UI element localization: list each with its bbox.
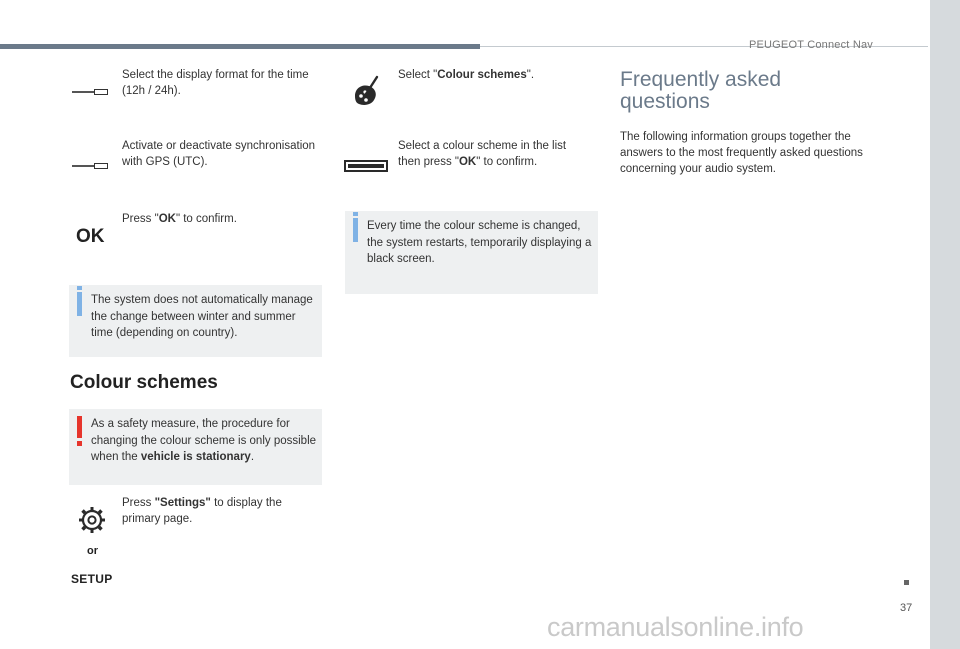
slider-handle-icon: [94, 163, 108, 169]
time-format-text: Select the display format for the time (12h / 24h).: [122, 69, 309, 97]
header-title: PEUGEOT Connect Nav: [748, 39, 873, 51]
info-note: [69, 285, 322, 357]
info-note-text: Every time the colour scheme is changed, the system restarts, temporarily displaying a black screen.: [367, 220, 592, 265]
palette-brush-icon: [352, 74, 384, 108]
settings-gear-icon: [78, 506, 106, 534]
info-icon: [77, 292, 82, 316]
section-title: Colour schemes: [70, 372, 218, 393]
list-select-icon: [344, 160, 388, 172]
slider-line-icon: [72, 91, 94, 93]
page-number: 37: [900, 602, 913, 614]
watermark: carmanualsonline.info: [547, 612, 804, 642]
ok-button-icon: OK: [76, 226, 105, 247]
faq-text: The following information groups together the answers to the most frequently asked questions concerning your audio system.: [620, 131, 863, 175]
warning-icon: [77, 416, 82, 438]
settings-step-text: Press "Settings" to display the primary page.: [122, 497, 282, 525]
or-label: or: [87, 545, 98, 557]
info-note-text: The system does not automatically manage the change between winter and summer time (depending on country).: [91, 294, 313, 339]
ok-step-text: Press "OK" to confirm.: [122, 213, 237, 225]
info-icon: [353, 218, 358, 242]
info-note: [345, 211, 598, 294]
gps-sync-text: Activate or deactivate synchronisation with GPS (UTC).: [122, 140, 316, 168]
page-marker: [904, 580, 909, 585]
select-list-text: Select a colour scheme in the list then press "OK" to confirm.: [398, 140, 567, 168]
select-scheme-text: Select "Colour schemes".: [398, 69, 535, 81]
page-side-band: [930, 0, 960, 649]
setup-button-icon: SETUP: [71, 572, 113, 586]
slider-handle-icon: [94, 89, 108, 95]
faq-title: Frequently asked questions: [620, 68, 782, 113]
warning-note-text: As a safety measure, the procedure for changing the colour scheme is only possible when the vehicle is stationary.: [91, 418, 317, 463]
warning-note: [69, 409, 322, 485]
header-rule: [0, 44, 480, 49]
slider-line-icon: [72, 165, 94, 167]
